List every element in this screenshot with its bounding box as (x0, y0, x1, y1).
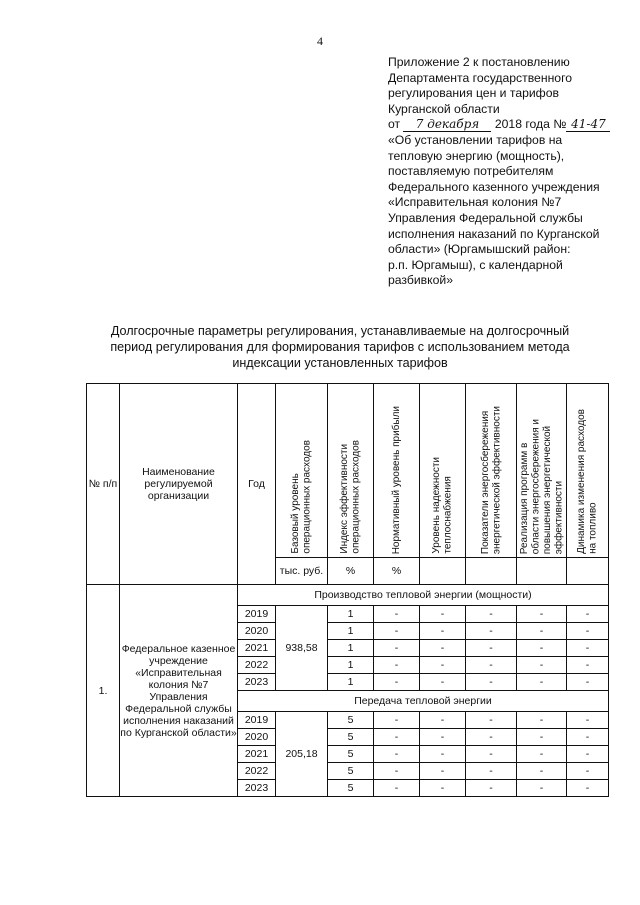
fuel-cell: - (567, 657, 609, 674)
index-cell: 5 (328, 780, 374, 797)
header-text: на топливо (587, 502, 599, 554)
header-text: Индекс эффективности (339, 444, 350, 554)
header-year-label: Год (248, 478, 265, 490)
fuel-cell: - (567, 729, 609, 746)
year-cell: 2023 (238, 674, 276, 691)
profit-cell: - (374, 712, 420, 729)
reliability-cell: - (420, 640, 466, 657)
profit-cell: - (374, 674, 420, 691)
header-text: энергетической эффективности (491, 405, 502, 554)
appendix-line: регулирования цен и тарифов (388, 86, 559, 101)
profit-cell: - (374, 606, 420, 623)
index-cell: 1 (328, 640, 374, 657)
fuel-cell: - (567, 763, 609, 780)
header-text: операционных расходов (350, 440, 362, 554)
header-text: операционных расходов (301, 440, 313, 554)
parameters-table (86, 383, 609, 797)
date-prefix: от (388, 117, 401, 132)
fuel-cell: - (567, 674, 609, 691)
header-profit (374, 384, 420, 558)
subject-line: тепловую энергию (мощность), (388, 148, 565, 163)
appendix-line: Департамента государственного (388, 70, 573, 85)
energy-eff-cell: - (466, 746, 517, 763)
header-org (120, 384, 238, 585)
energy-eff-cell: - (466, 729, 517, 746)
profit-cell: - (374, 729, 420, 746)
year-cell: 2020 (238, 729, 276, 746)
profit-cell: - (374, 640, 420, 657)
handwritten-date: 7 декабря (403, 118, 491, 132)
org-name: Федеральное казенное учреждение «Исправительная колония №7 Управления Федеральной службы исполнения наказаний по Курганской области» (120, 585, 238, 797)
fuel-cell: - (567, 712, 609, 729)
header-text: повышения энергетической (541, 425, 553, 554)
energy-eff-cell: - (466, 623, 517, 640)
subject-line: поставляемую потребителям (388, 164, 554, 179)
index-cell: 5 (328, 712, 374, 729)
index-cell: 1 (328, 623, 374, 640)
unit-empty (420, 558, 466, 585)
appendix-line: Приложение 2 к постановлению (388, 55, 570, 69)
year-cell: 2021 (238, 640, 276, 657)
appendix-block (388, 55, 620, 289)
header-text: Реализация программ в (518, 442, 530, 554)
programs-cell: - (517, 780, 567, 797)
programs-cell: - (517, 606, 567, 623)
programs-cell: - (517, 729, 567, 746)
header-programs (517, 384, 567, 558)
header-text: Уровень надежности (431, 457, 442, 554)
index-cell: 1 (328, 657, 374, 674)
row-number: 1. (87, 585, 120, 797)
year-cell: 2020 (238, 623, 276, 640)
base-value: 938,58 (276, 606, 328, 691)
index-cell: 5 (328, 729, 374, 746)
date-suffix: 2018 года № (494, 117, 567, 132)
base-value: 205,18 (276, 712, 328, 797)
subject-line: р.п. Юргамыш), с календарной (388, 257, 563, 272)
profit-cell: - (374, 746, 420, 763)
header-text: эффективности (553, 480, 564, 554)
programs-cell: - (517, 712, 567, 729)
reliability-cell: - (420, 780, 466, 797)
energy-eff-cell: - (466, 674, 517, 691)
subject-line: исполнения наказаний по Курганской (388, 226, 600, 241)
unit-empty (517, 558, 567, 585)
profit-cell: - (374, 623, 420, 640)
subject-line: разбивкой» (388, 273, 453, 288)
reliability-cell: - (420, 657, 466, 674)
energy-eff-cell: - (466, 780, 517, 797)
programs-cell: - (517, 746, 567, 763)
reliability-cell: - (420, 674, 466, 691)
header-text: Базовый уровень (290, 473, 301, 554)
year-cell: 2019 (238, 606, 276, 623)
subject-line: области» (Юргамышский район: (388, 242, 571, 257)
programs-cell: - (517, 640, 567, 657)
fuel-cell: - (567, 606, 609, 623)
unit-empty (466, 558, 517, 585)
energy-eff-cell: - (466, 657, 517, 674)
subject-line: Федерального казенного учреждения (388, 179, 600, 194)
header-num (87, 384, 120, 585)
reliability-cell: - (420, 623, 466, 640)
energy-eff-cell: - (466, 640, 517, 657)
header-text: Динамика изменения расходов (576, 409, 587, 554)
programs-cell: - (517, 657, 567, 674)
index-cell: 5 (328, 763, 374, 780)
header-org-label: Наименование регулируемой организации (142, 466, 215, 502)
document-title (60, 323, 620, 371)
header-fuel (567, 384, 609, 558)
reliability-cell: - (420, 729, 466, 746)
title-line: индексации установленных тарифов (232, 356, 448, 370)
programs-cell: - (517, 623, 567, 640)
header-base (276, 384, 328, 558)
page-number: 4 (317, 34, 323, 48)
header-year (238, 384, 276, 585)
subject-line: «Об установлении тарифов на (388, 132, 563, 147)
header-row (87, 384, 609, 558)
appendix-date-line (388, 117, 620, 133)
year-cell: 2022 (238, 657, 276, 674)
header-text: области энергосбережения и (530, 418, 541, 554)
index-cell: 5 (328, 746, 374, 763)
index-cell: 1 (328, 606, 374, 623)
header-reliability (420, 384, 466, 558)
year-cell: 2023 (238, 780, 276, 797)
appendix-line: Курганской области (388, 101, 500, 116)
unit-index: % (328, 558, 374, 585)
programs-cell: - (517, 763, 567, 780)
unit-empty (567, 558, 609, 585)
reliability-cell: - (420, 712, 466, 729)
section-title: Передача тепловой энергии (238, 691, 609, 712)
reliability-cell: - (420, 606, 466, 623)
header-text: Показатели энергосбережения (479, 410, 491, 554)
handwritten-number: 41-47 (566, 118, 610, 132)
section-row (87, 585, 609, 606)
title-line: Долгосрочные параметры регулирования, устанавливаемые на долгосрочный (110, 324, 570, 338)
fuel-cell: - (567, 623, 609, 640)
fuel-cell: - (567, 746, 609, 763)
profit-cell: - (374, 657, 420, 674)
year-cell: 2021 (238, 746, 276, 763)
year-cell: 2022 (238, 763, 276, 780)
subject-line: Управления Федеральной службы (388, 210, 583, 225)
header-text: теплоснабжения (442, 476, 454, 554)
profit-cell: - (374, 780, 420, 797)
title-line: период регулирования для формирования тарифов с использованием метода (110, 340, 570, 354)
header-energy-efficiency (466, 384, 517, 558)
reliability-cell: - (420, 746, 466, 763)
energy-eff-cell: - (466, 606, 517, 623)
section-title: Производство тепловой энергии (мощности) (238, 585, 609, 606)
reliability-cell: - (420, 763, 466, 780)
index-cell: 1 (328, 674, 374, 691)
header-num-label: № п/п (88, 478, 118, 490)
subject-line: «Исправительная колония №7 (388, 195, 562, 210)
energy-eff-cell: - (466, 712, 517, 729)
programs-cell: - (517, 674, 567, 691)
year-cell: 2019 (238, 712, 276, 729)
header-index (328, 384, 374, 558)
unit-base: тыс. руб. (276, 558, 328, 585)
fuel-cell: - (567, 640, 609, 657)
energy-eff-cell: - (466, 763, 517, 780)
header-text: Нормативный уровень прибыли (390, 405, 402, 554)
profit-cell: - (374, 763, 420, 780)
unit-profit: % (374, 558, 420, 585)
fuel-cell: - (567, 780, 609, 797)
